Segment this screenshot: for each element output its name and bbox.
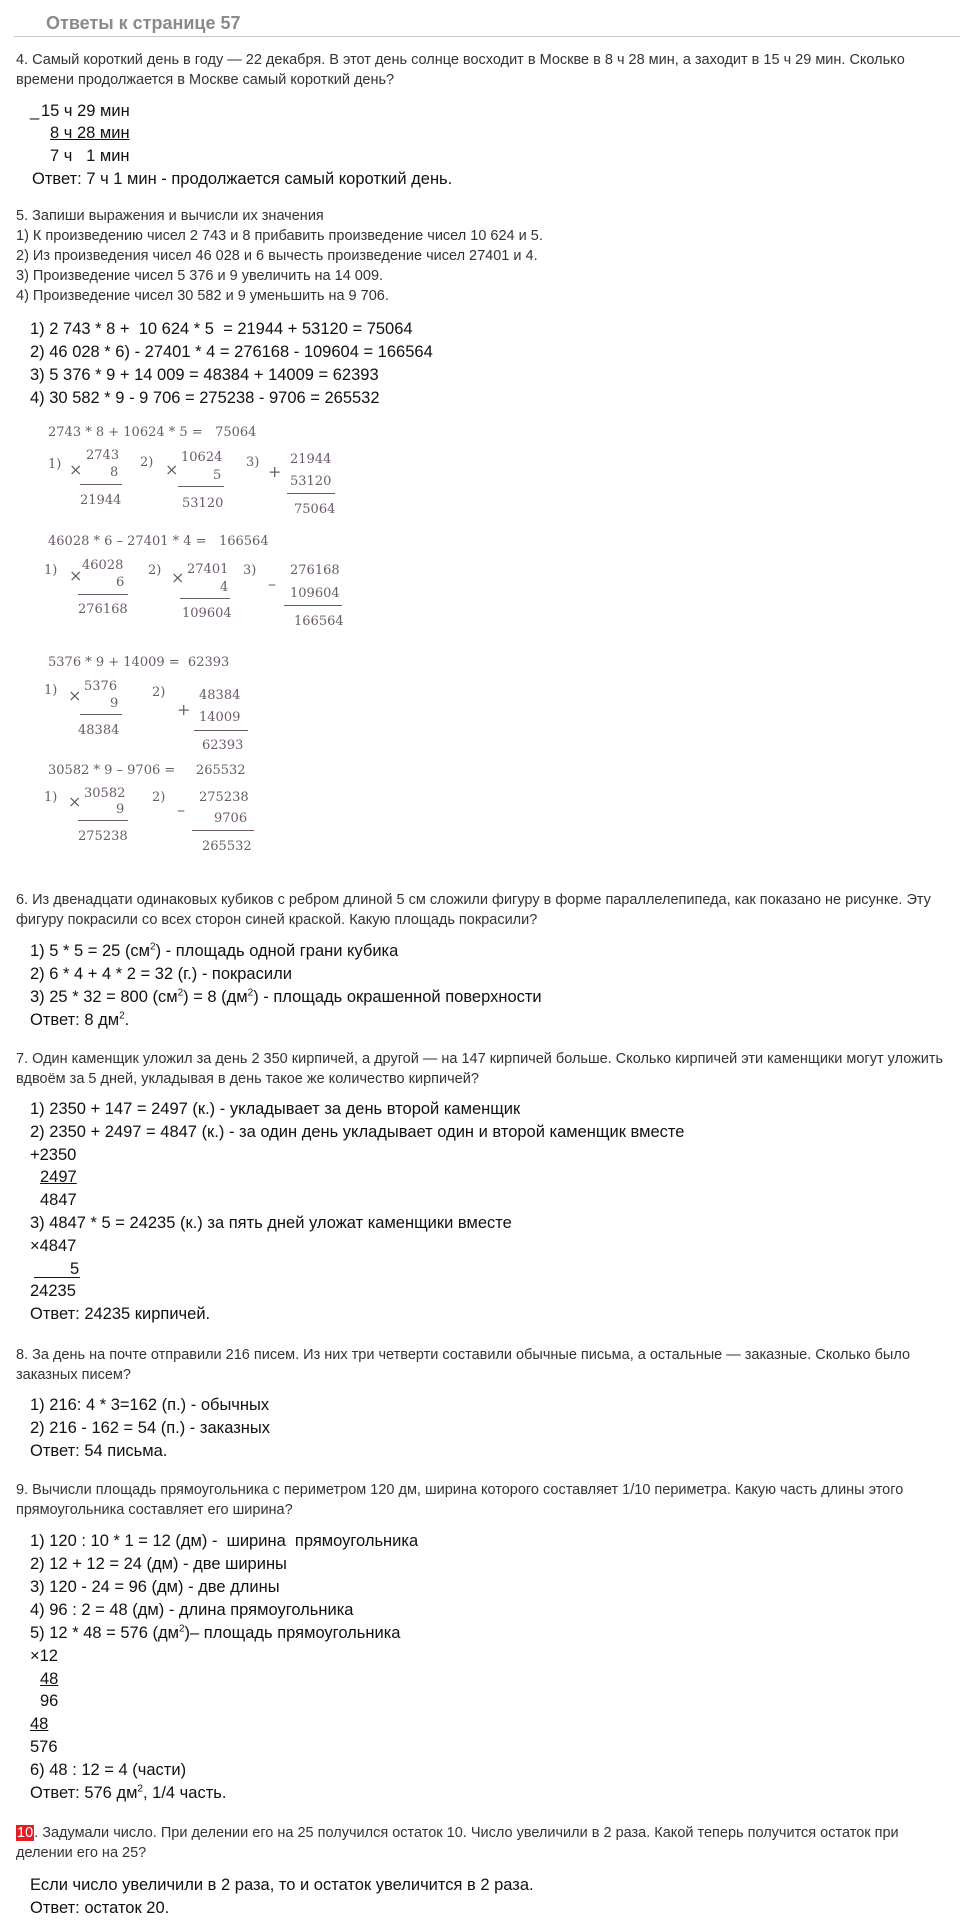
task-7-calc-2: 2497 <box>40 1168 77 1186</box>
task-5-step-2: 2) 46 028 * 6) - 27401 * 4 = 276168 - 109604 = 166564 <box>30 343 433 361</box>
task-9-step-3: 3) 120 - 24 = 96 (дм) - две длины <box>30 1578 280 1596</box>
task-5-question-3: 3) Произведение чисел 5 376 и 9 увеличить на 14 009. <box>16 268 384 284</box>
calc1-r-1: 21944 <box>80 493 122 508</box>
task-8-step-2: 2) 216 - 162 = 54 (п.) - заказных <box>30 1419 270 1437</box>
task-7-calc-6: 24235 <box>30 1282 76 1300</box>
calc1-label-3: 3) <box>246 455 260 470</box>
task-6-answer: Ответ: 8 $дм^2$. <box>30 1010 130 1029</box>
task-4-minuend: 15 ч 29 мин <box>41 102 130 120</box>
calc2-label-1: 1) <box>44 563 58 578</box>
calc3-label-2: 2) <box>152 685 166 700</box>
task-8-answer: Ответ: 54 письма. <box>30 1442 168 1460</box>
task-5-question-4: 4) Произведение чисел 30 582 и 9 уменьшить на 9 706. <box>16 288 389 304</box>
task-5-step-1: 1) 2 743 * 8 + 10 624 * 5 = 21944 + 53120 = 75064 <box>30 320 413 338</box>
task-5-step-4: 4) 30 582 * 9 - 9 706 = 275238 - 9706 = 265532 <box>30 389 380 407</box>
calc2-r-2: 109604 <box>182 606 232 621</box>
task-9-step-2: 2) 12 + 12 = 24 (дм) - две ширины <box>30 1555 287 1573</box>
calc3-op-2: + <box>177 700 191 719</box>
calc1-label-1: 1) <box>48 457 62 472</box>
task-6-question: 6. Из двенадцати одинаковых кубиков с ребром длиной 5 см сложили фигуру в форме параллелепипеда, как показано не рисунке. Эту фигуру покрасили со всех сторон синей краской. Какую площадь покрасили? <box>16 892 931 928</box>
calc1-r-3: 75064 <box>294 502 336 517</box>
task-9-answer: Ответ: 576 $дм^2$, 1/4 часть. <box>30 1783 227 1802</box>
task-5-step-3: 3) 5 376 * 9 + 14 009 = 48384 + 14009 = 62393 <box>30 366 379 384</box>
page-title: Ответы к странице 57 <box>46 13 241 33</box>
calc2-op-1: × <box>69 566 83 585</box>
calc2-a-2: 27401 <box>187 562 229 577</box>
calc4-op-2: – <box>177 800 185 819</box>
calc1-op-1: × <box>69 460 83 479</box>
task-7-calc-1: +2350 <box>30 1146 77 1164</box>
calc3-r-2: 62393 <box>202 738 244 753</box>
calc2-r-3: 166564 <box>294 614 344 629</box>
task-5-question-0: 5. Запиши выражения и вычисли их значения <box>16 208 324 224</box>
task-7-step-3: 3) 4847 * 5 = 24235 (к.) за пять дней уложат каменщики вместе <box>30 1214 512 1232</box>
task-9-step-1: 1) 120 : 10 * 1 = 12 (дм) - ширина прямоугольника <box>30 1532 419 1550</box>
calc2-a-3: 276168 <box>290 563 340 578</box>
task-7-calc-4: ×4847 <box>30 1237 77 1255</box>
calc2-b-3: 109604 <box>290 586 340 601</box>
calc4-r-2: 265532 <box>202 839 252 854</box>
calc3-a-1: 5376 <box>84 679 118 694</box>
task-9-question: 9. Вычисли площадь прямоугольника с периметром 120 дм, ширина которого составляет 1/10 периметра. Какую часть длины этого прямоугольника составляет его ширина? <box>16 1482 904 1518</box>
task-7-step-2: 2) 2350 + 2497 = 4847 (к.) - за один день укладывает один и второй каменщик вместе <box>30 1123 685 1141</box>
task-10-question: 10. Задумали число. При делении его на 25 получился остаток 10. Число увеличили в 2 раза. Какой теперь получится остаток при делении его на 25? <box>16 1825 899 1861</box>
task-9-calc-1: ×12 <box>30 1647 58 1665</box>
calc2-b-1: 6 <box>116 575 125 590</box>
task-4-result: 7 ч 1 мин <box>50 147 130 165</box>
task-9-step-5: 5) 12 * 48 = 576 $(дм^2)-$ площадь прямоугольника <box>30 1623 401 1642</box>
calc4-op-1: × <box>68 792 82 811</box>
calc3-r-1: 48384 <box>78 723 120 738</box>
calc1-op-3: + <box>268 462 282 481</box>
calc2-r-1: 276168 <box>78 602 128 617</box>
calc2-label-3: 3) <box>243 563 257 578</box>
calc1-r-2: 53120 <box>182 496 224 511</box>
calc2-b-2: 4 <box>220 580 229 595</box>
calc3-op-1: × <box>68 686 82 705</box>
calc4-b-2: 9706 <box>214 811 248 826</box>
calc2-op-3: – <box>268 574 276 593</box>
calc3-b-2: 14009 <box>199 710 241 725</box>
task-4-subtrahend: 8 ч 28 мин <box>50 124 130 142</box>
task-6-step-1: 1) 5 * 5 = 25 $(см^2)$ - площадь одной грани кубика <box>30 941 399 960</box>
calc2-title: 46028 * 6 – 27401 * 4 = 166564 <box>48 534 269 549</box>
task-8-step-1: 1) 216: 4 * 3=162 (п.) - обычных <box>30 1396 270 1414</box>
calc4-label-2: 2) <box>152 790 166 805</box>
task-9-calc-5: 576 <box>30 1738 58 1756</box>
task-9-step-4: 4) 96 : 2 = 48 (дм) - длина прямоугольника <box>30 1601 354 1619</box>
task-9-calc-4: 48 <box>30 1715 49 1733</box>
calc1-b-2: 5 <box>213 468 222 483</box>
calc3-title: 5376 * 9 + 14009 = 62393 <box>48 655 230 670</box>
calc1-title: 2743 * 8 + 10624 * 5 = 75064 <box>48 425 257 440</box>
calc3-label-1: 1) <box>44 683 58 698</box>
task-6-step-2: 2) 6 * 4 + 4 * 2 = 32 (г.) - покрасили <box>30 965 292 983</box>
task-4-question: 4. Самый короткий день в году — 22 декабря. В этот день солнце восходит в Москве в 8 ч 28 мин, а заходит в 15 ч 29 мин. Сколько времени продолжается в Москве самый короткий день? <box>16 52 905 88</box>
calc4-a-2: 275238 <box>199 790 249 805</box>
task-10-answer: Ответ: остаток 20. <box>30 1899 170 1917</box>
task-10-number: 10 <box>17 1825 34 1841</box>
calc1-label-2: 2) <box>140 455 154 470</box>
calc2-a-1: 46028 <box>82 558 124 573</box>
calc1-a-1: 2743 <box>86 448 120 463</box>
task-9-calc-2: 48 <box>40 1670 59 1688</box>
calc2-label-2: 2) <box>148 563 162 578</box>
task-9-calc-3: 96 <box>40 1692 59 1710</box>
task-7-step-1: 1) 2350 + 147 = 2497 (к.) - укладывает за день второй каменщик <box>30 1100 521 1118</box>
calc1-b-3: 53120 <box>290 474 332 489</box>
calc4-title: 30582 * 9 – 9706 = 265532 <box>48 763 246 778</box>
calc4-label-1: 1) <box>44 790 58 805</box>
calc3-b-1: 9 <box>110 696 119 711</box>
task-7-question: 7. Один каменщик уложил за день 2 350 кирпичей, а другой — на 147 кирпичей больше. Сколько кирпичей эти каменщики могут уложить вдвоём за 5 дней, укладывая в день такое же количество кирпичей? <box>16 1051 944 1087</box>
task-8-question: 8. За день на почте отправили 216 писем. Из них три четверти составили обычные письма, а остальные — заказные. Сколько было заказных писем? <box>16 1347 911 1383</box>
task-6-step-3: 3) 25 * 32 = 800 $(см^2) = 8$ $(дм^2)$ - площадь окрашенной поверхности <box>30 987 542 1006</box>
calc3-a-2: 48384 <box>199 688 241 703</box>
calc4-r-1: 275238 <box>78 829 128 844</box>
calc1-b-1: 8 <box>110 465 119 480</box>
calc4-b-1: 9 <box>116 802 125 817</box>
calc1-a-3: 21944 <box>290 452 332 467</box>
calc1-op-2: × <box>165 460 179 479</box>
calc2-op-2: × <box>171 568 185 587</box>
task-4-minus: _ <box>30 102 40 120</box>
task-10-step-1: Если число увеличили в 2 раза, то и остаток увеличится в 2 раза. <box>30 1876 534 1894</box>
calc4-a-1: 30582 <box>84 786 126 801</box>
page-header <box>14 0 960 37</box>
task-7-calc-5: 5 <box>70 1260 80 1278</box>
task-4-answer: Ответ: 7 ч 1 мин - продолжается самый короткий день. <box>32 170 453 188</box>
task-7-answer: Ответ: 24235 кирпичей. <box>30 1305 211 1323</box>
task-5-question-1: 1) К произведению чисел 2 743 и 8 прибавить произведение чисел 10 624 и 5. <box>16 228 543 244</box>
task-5-question-2: 2) Из произведения чисел 46 028 и 6 вычесть произведение чисел 27401 и 4. <box>16 248 538 264</box>
task-7-calc-3: 4847 <box>40 1191 77 1209</box>
calc1-a-2: 10624 <box>181 450 223 465</box>
task-9-step-6: 6) 48 : 12 = 4 (части) <box>30 1761 187 1779</box>
